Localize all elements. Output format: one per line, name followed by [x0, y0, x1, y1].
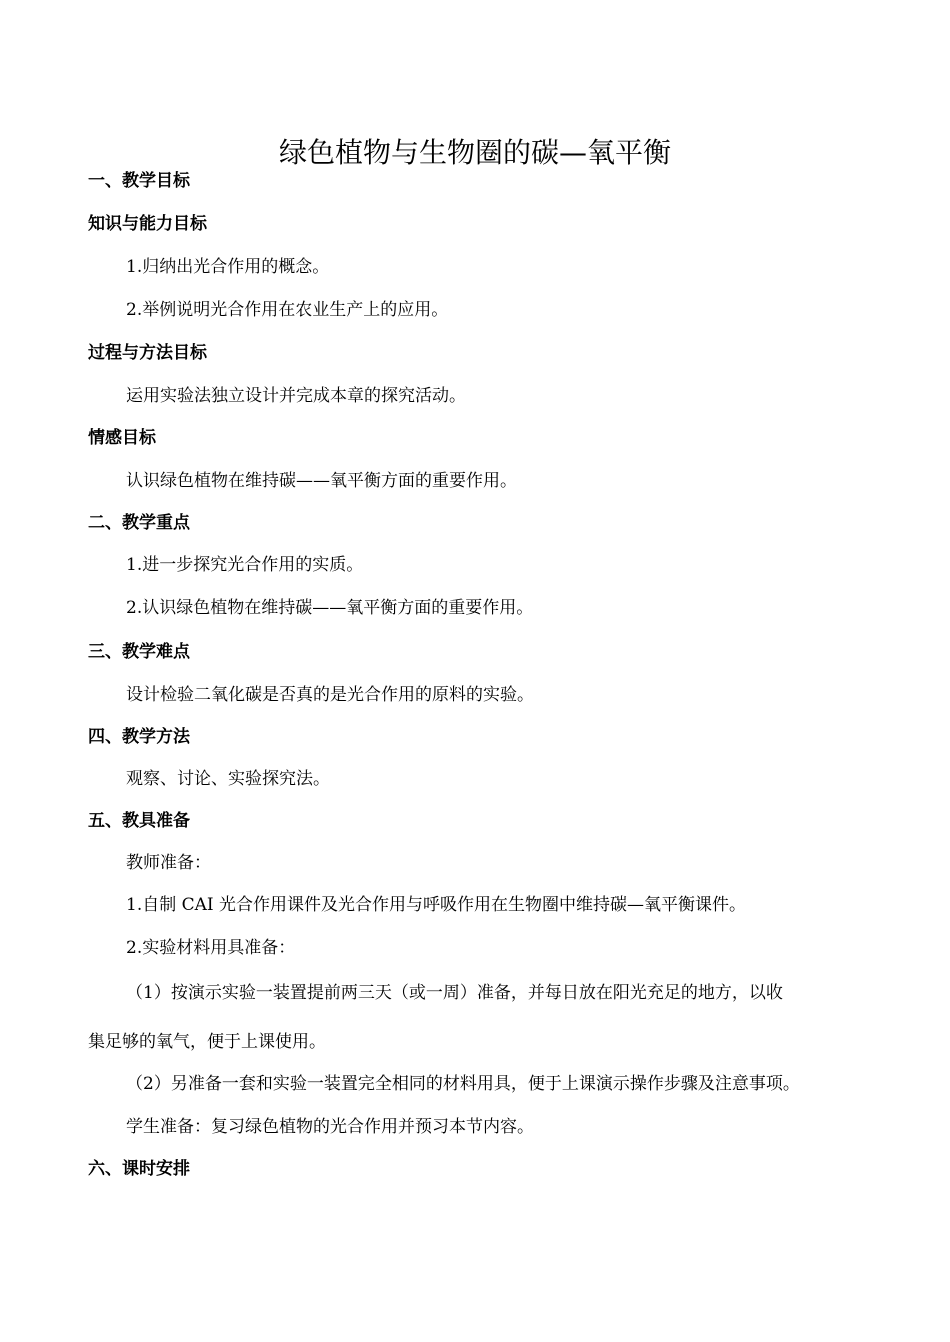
- paragraph-line: 2.认识绿色植物在维持碳——氧平衡方面的重要作用。: [126, 598, 534, 618]
- paragraph-line: 2.实验材料用具准备：: [126, 938, 296, 958]
- section-heading-methods: 四、教学方法: [88, 727, 190, 747]
- section-heading-preparation: 五、教具准备: [88, 811, 190, 831]
- section-heading-objectives: 一、教学目标: [88, 171, 190, 191]
- paragraph-line: （2）另准备一套和实验一装置完全相同的材料用具，便于上课演示操作步骤及注意事项。: [126, 1074, 800, 1094]
- paragraph-line: 1.归纳出光合作用的概念。: [126, 257, 330, 277]
- subheading-knowledge-ability: 知识与能力目标: [88, 214, 207, 234]
- section-heading-key-points: 二、教学重点: [88, 513, 190, 533]
- paragraph-line: 2.举例说明光合作用在农业生产上的应用。: [126, 300, 449, 320]
- section-heading-difficulties: 三、教学难点: [88, 642, 190, 662]
- document-title: 绿色植物与生物圈的碳—氧平衡: [278, 136, 671, 169]
- paragraph-line: 教师准备：: [126, 853, 211, 873]
- paragraph-line: 运用实验法独立设计并完成本章的探究活动。: [126, 386, 466, 406]
- paragraph-line: 认识绿色植物在维持碳——氧平衡方面的重要作用。: [126, 471, 517, 491]
- section-heading-schedule: 六、课时安排: [88, 1159, 190, 1179]
- subheading-emotion: 情感目标: [88, 428, 156, 448]
- subheading-process-method: 过程与方法目标: [88, 343, 207, 363]
- paragraph-line: （1）按演示实验一装置提前两三天（或一周）准备，并每日放在阳光充足的地方，以收: [126, 983, 783, 1003]
- paragraph-line: 集足够的氧气，便于上课使用。: [88, 1032, 326, 1052]
- paragraph-line: 学生准备：复习绿色植物的光合作用并预习本节内容。: [126, 1117, 534, 1137]
- paragraph-line: 1.自制 CAI 光合作用课件及光合作用与呼吸作用在生物圈中维持碳—氧平衡课件。: [126, 895, 747, 915]
- paragraph-line: 设计检验二氧化碳是否真的是光合作用的原料的实验。: [126, 685, 534, 705]
- paragraph-line: 1.进一步探究光合作用的实质。: [126, 555, 364, 575]
- paragraph-line: 观察、讨论、实验探究法。: [126, 769, 330, 789]
